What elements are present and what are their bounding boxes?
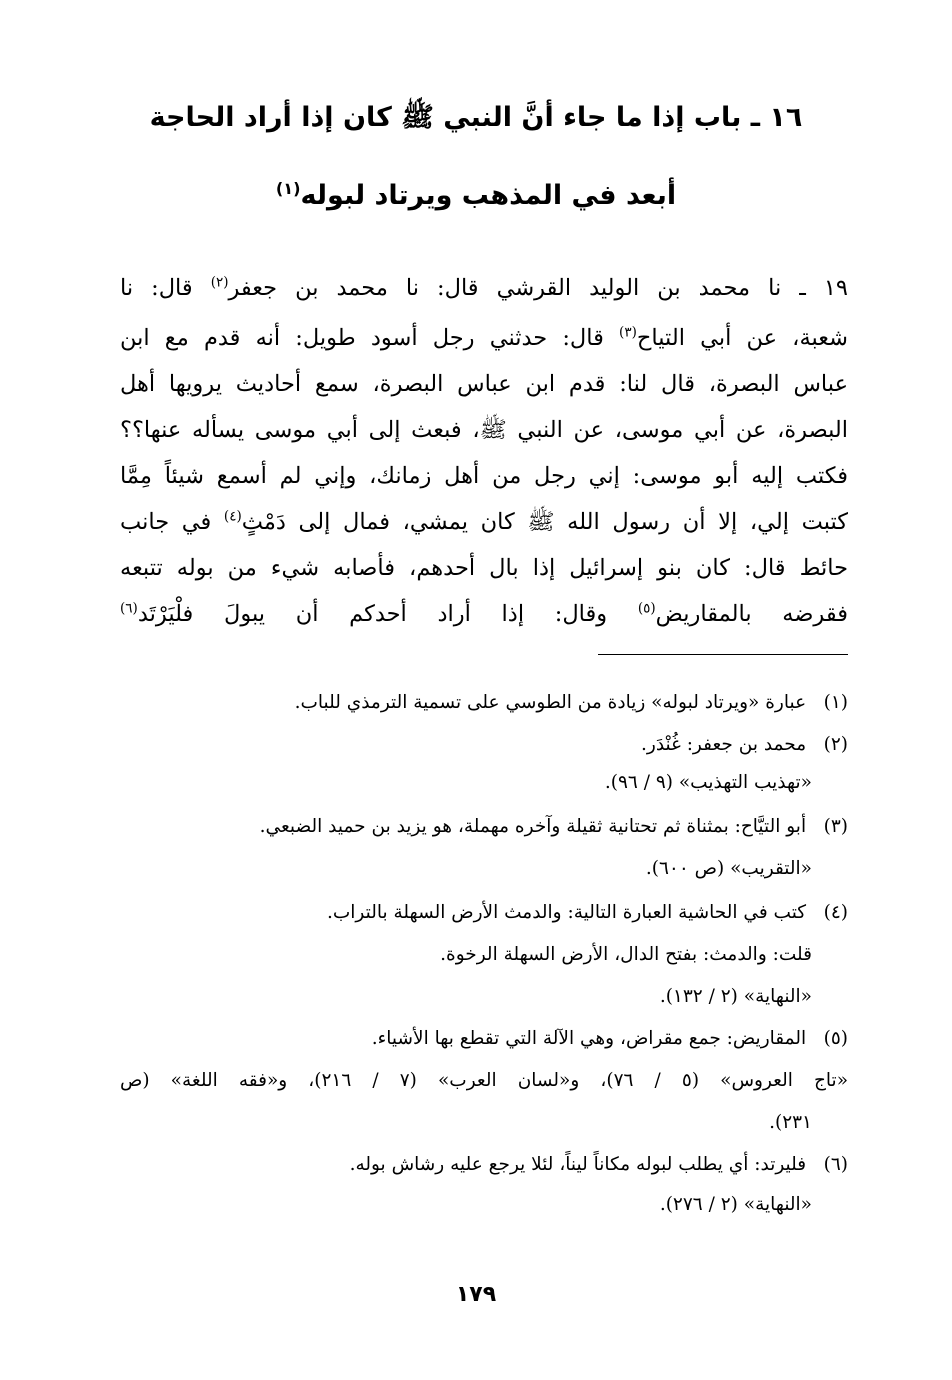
footnote xyxy=(295,688,848,718)
footnote-ref: (٥) xyxy=(637,600,656,617)
page-number: ١٧٩ xyxy=(455,1282,497,1307)
footnote-number: (١) xyxy=(823,692,848,713)
footnote-source: «تاج العروس» (٥ / ٧٦)، و«لسان العرب» (٧ / ٢١٦)، و«فقه اللغة» (ص xyxy=(120,1070,849,1091)
footnote-continuation: قلت: والدمث: بفتح الدال، الأرض السهلة الرخوة. xyxy=(440,944,812,965)
hadith-line: ١٩ ـ نا محمد بن الوليد القرشي قال: نا محمد بن جعفر$^{(٢)}$ قال: نا xyxy=(120,274,848,301)
hadith-line: حائط قال: كان بنو إسرائيل إذا بال أحدهم، فأصابه شيء من بوله تتبعه xyxy=(120,555,848,581)
footnote-text: أبو التيَّاح: بمثناة ثم تحتانية ثقيلة وآخره مهملة، هو يزيد بن حميد الضبعي. xyxy=(259,816,807,837)
footnote-number: (٣) xyxy=(823,816,848,837)
footnote xyxy=(641,730,848,760)
footnote xyxy=(260,812,848,842)
footnote-ref: (٣) xyxy=(619,324,637,341)
footnote-number: (٥) xyxy=(823,1028,848,1049)
chapter-heading-line2: أبعد في المذهب ويرتاد لبوله xyxy=(300,180,677,211)
footnote xyxy=(350,1150,848,1180)
chapter-heading-line1: ١٦ ـ باب إذا ما جاء أنَّ النبي ﷺ كان إذا أراد الحاجة xyxy=(149,102,803,133)
hadith-line: شعبة، عن أبي التياح$^{(٣)}$ قال: حدثني رجل أسود طويل: أنه قدم مع ابن xyxy=(120,324,848,351)
footnote-text: فليرتد: أي يطلب لبوله مكاناً ليناً، لئلا يرجع عليه رشاش بوله. xyxy=(349,1154,807,1175)
footnote xyxy=(327,898,848,928)
footnote-source: «النهاية» (٢ / ١٣٢). xyxy=(659,986,812,1007)
footnote-number: (٢) xyxy=(823,734,848,755)
hadith-line: فكتب إليه أبو موسى: إني رجل من أهل زمانك، وإني لم أسمع شيئاً مِمَّا xyxy=(120,463,848,489)
chapter-heading xyxy=(80,98,872,138)
footnote-ref: (١) xyxy=(275,179,301,198)
hadith-line: كتبت إلي، إلا أن رسول الله ﷺ كان يمشي، فمال إلى دَمْثٍ$^{(٤)}$ في جانب xyxy=(120,508,849,535)
footnote-source: «التقريب» (ص ٦٠٠). xyxy=(645,858,812,879)
footnote-ref: (٢) xyxy=(210,274,229,291)
footnote-ref: (٦) xyxy=(120,600,138,617)
footnote-number: (٤) xyxy=(823,902,848,923)
footnote-ref: (٤) xyxy=(223,508,242,525)
hadith-line: فقرضه بالمقاريض$^{(٥)}$ وقال: إذا أراد أحدكم أن يبولَ فلْيَرْتَد$^{(٦)}$ xyxy=(120,600,848,627)
footnote-source: «تهذيب التهذيب» (٩ / ٩٦). xyxy=(604,772,812,793)
footnote-number: (٦) xyxy=(823,1154,848,1175)
footnote-separator xyxy=(598,654,848,655)
hadith-line: البصرة، عن أبي موسى، عن النبي ﷺ، فبعث إلى أبي موسى يسأله عنها؟؟ xyxy=(120,417,848,443)
chapter-heading-continued xyxy=(80,176,872,216)
footnote-text: عبارة «ويرتاد لبوله» زيادة من الطوسي على تسمية الترمذي للباب. xyxy=(294,692,807,713)
hadith-line: عباس البصرة، قال لنا: قدم ابن عباس البصرة، سمع أحاديث يرويها أهل xyxy=(120,371,848,397)
footnote-continuation: ٢٣١). xyxy=(769,1112,812,1133)
footnote-text: المقاريض: جمع مقراض، وهي الآلة التي تقطع بها الأشياء. xyxy=(371,1028,807,1049)
footnote-text: محمد بن جعفر: غُنْدَر. xyxy=(641,734,807,755)
footnote-text: كتب في الحاشية العبارة التالية: والدمث الأرض السهلة بالتراب. xyxy=(326,902,807,923)
footnote xyxy=(372,1024,848,1054)
footnote-source: «النهاية» (٢ / ٢٧٦). xyxy=(659,1194,812,1215)
